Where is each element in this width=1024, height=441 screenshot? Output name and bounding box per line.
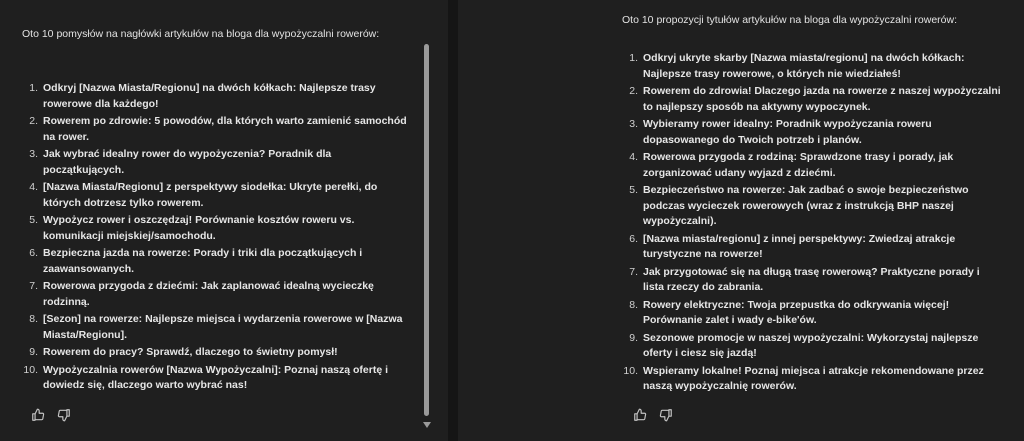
right-response-panel <box>592 0 1024 441</box>
right-ideas-list <box>622 51 1002 397</box>
list-item: 10. Wypożyczalnia rowerów [Nazwa Wypożyczalni]: Poznaj naszą ofertę i dowiedz się, dlaczego warto wybrać nas! <box>23 363 389 391</box>
list-item: 2. Rowerem po zdrowie: 5 powodów, dla których warto zamienić samochód na rower. <box>29 115 407 143</box>
list-item: 7. Jak przygotować się na długą trasę rowerową? Praktyczne porady i lista rzeczy do zabrania. <box>629 265 980 293</box>
list-item: 3. Wybieramy rower idealny: Poradnik wypożyczania roweru dopasowanego do Twoich potrzeb i planów. <box>629 118 932 146</box>
left-intro-text: Oto 10 pomysłów na nagłówki artykułów na bloga dla wypożyczalni rowerów: <box>22 28 380 40</box>
panel-divider[interactable] <box>448 0 458 441</box>
list-item: 1. Odkryj ukryte skarby [Nazwa miasta/regionu] na dwóch kółkach: Najlepsze trasy rowerowe, o których nie wiedziałeś! <box>629 52 965 80</box>
list-item: 6. [Nazwa miasta/regionu] z innej perspektywy: Zwiedzaj atrakcje turystyczne na rowerze! <box>629 232 956 260</box>
list-item: 9. Rowerem do pracy? Sprawdź, dlaczego to świetny pomysł! <box>29 346 338 358</box>
left-feedback-bar <box>30 407 72 423</box>
thumbs-up-icon[interactable] <box>30 407 46 423</box>
list-item: 5. Wypożycz rower i oszczędzaj! Porównanie kosztów roweru vs. komunikacji miejskiej/samochodu. <box>29 214 355 242</box>
list-item: 3. Jak wybrać idealny rower do wypożyczenia? Poradnik dla początkujących. <box>29 148 332 176</box>
left-response-panel <box>0 0 448 441</box>
thumbs-up-icon[interactable] <box>632 407 648 423</box>
list-item: 8. [Sezon] na rowerze: Najlepsze miejsca i wydarzenia rowerowe w [Nazwa Miasta/Regionu]. <box>29 313 403 341</box>
list-item: 10. Wspieramy lokalne! Poznaj miejsca i atrakcje rekomendowane przez naszą wypożyczalnię rowerów. <box>623 364 984 392</box>
right-intro-text: Oto 10 propozycji tytułów artykułów na bloga dla wypożyczalni rowerów: <box>622 14 957 26</box>
list-item: 5. Bezpieczeństwo na rowerze: Jak zadbać o swoje bezpieczeństwo podczas wycieczek rowerowych (wraz z instrukcją BHP naszej wypożyczalni). <box>629 184 969 227</box>
list-item: 9. Sezonowe promocje w naszej wypożyczalni: Wykorzystaj najlepsze oferty i ciesz się jazdą! <box>629 331 979 359</box>
list-item: 8. Rowery elektryczne: Twoja przepustka do odkrywania więcej! Porównanie zalet i wady e-bike'ów. <box>629 298 950 326</box>
list-item: 2. Rowerem do zdrowia! Dlaczego jazda na rowerze z naszej wypożyczalni to najlepszy sposób na aktywny wypoczynek. <box>629 85 1001 113</box>
side-rail <box>458 0 592 441</box>
list-item: 4. [Nazwa Miasta/Regionu] z perspektywy siodełka: Ukryte perełki, do których dotrzesz tylko rowerem. <box>29 181 378 209</box>
right-feedback-bar <box>632 407 674 423</box>
left-ideas-list <box>22 81 407 396</box>
list-item: 6. Bezpieczna jazda na rowerze: Porady i triki dla początkujących i zaawansowanych. <box>29 247 363 275</box>
list-item: 1. Odkryj [Nazwa Miasta/Regionu] na dwóch kółkach: Najlepsze trasy rowerowe dla każdego! <box>29 82 376 110</box>
thumbs-down-icon[interactable] <box>658 407 674 423</box>
scroll-down-arrow-icon[interactable] <box>422 421 432 429</box>
scrollbar-thumb[interactable] <box>424 44 429 416</box>
list-item: 7. Rowerowa przygoda z dziećmi: Jak zaplanować idealną wycieczkę rodzinną. <box>29 280 374 308</box>
thumbs-down-icon[interactable] <box>56 407 72 423</box>
list-item: 4. Rowerowa przygoda z rodziną: Sprawdzone trasy i porady, jak zorganizować udany wyjazd z dziećmi. <box>629 151 954 179</box>
